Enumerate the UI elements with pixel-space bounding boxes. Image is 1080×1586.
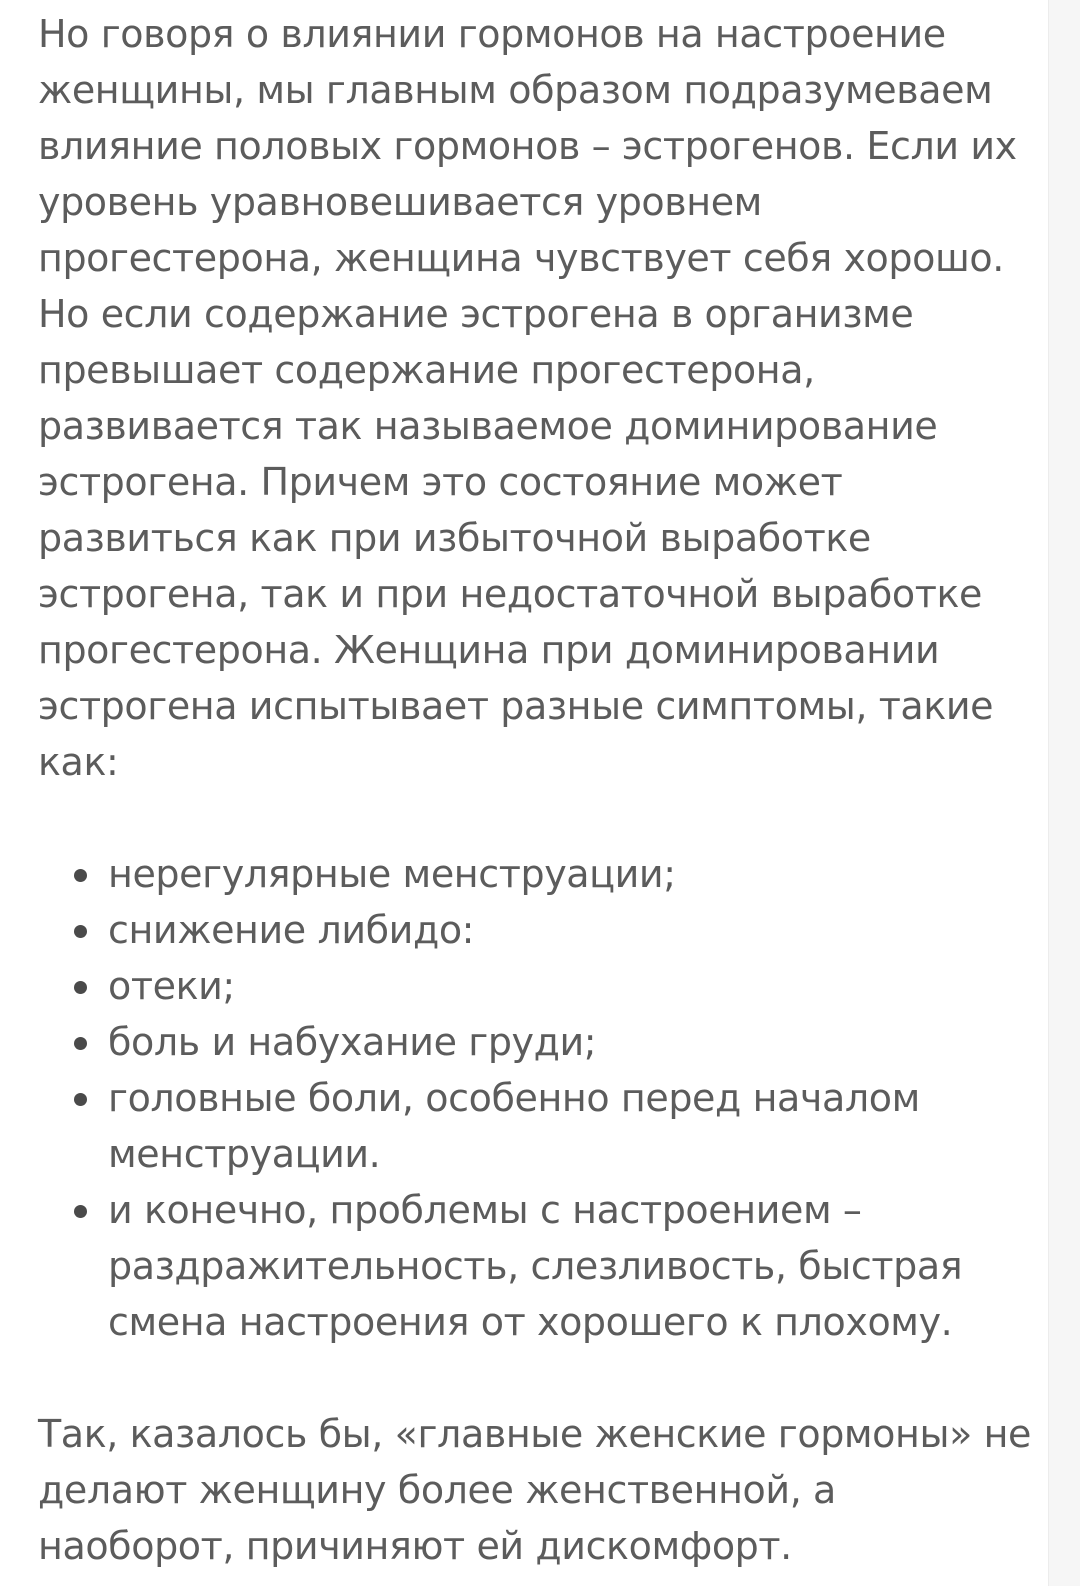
- list-item-text: и конечно, проблемы с настроением – раздражительность, слезливость, быстрая смена настроения от хорошего к плохому.: [108, 1188, 963, 1344]
- bullet-icon: [74, 869, 87, 882]
- list-item: [108, 1070, 1038, 1182]
- list-item-text: нерегулярные менструации;: [108, 852, 676, 896]
- bullet-icon: [74, 1037, 87, 1050]
- list-item: [108, 1014, 1038, 1070]
- symptoms-list: [38, 846, 1038, 1350]
- list-item: [108, 846, 1038, 902]
- article-body: [38, 6, 1038, 1574]
- bullet-icon: [74, 925, 87, 938]
- article-paragraph: Так, казалось бы, «главные женские гормоны» не делают женщину более женственной, а наоборот, причиняют ей дискомфорт.: [38, 1412, 1032, 1568]
- list-item-text: отеки;: [108, 964, 235, 1008]
- list-item: [108, 958, 1038, 1014]
- bullet-icon: [74, 981, 87, 994]
- list-item: [108, 1182, 1038, 1350]
- bullet-icon: [74, 1205, 87, 1218]
- article-paragraph: Но говоря о влиянии гормонов на настроение женщины, мы главным образом подразумеваем влияние половых гормонов – эстрогенов. Если их уровень уравновешивается уровнем прогестерона, женщина чувствует себя хорошо. Но если содержание эстрогена в организме превышает содержание прогестерона, развивается так называемое доминирование эстрогена. Причем это состояние может развиться как при избыточной выработке эстрогена, так и при недостаточной выработке прогестерона. Женщина при доминировании эстрогена испытывает разные симптомы, такие как:: [38, 12, 1017, 784]
- list-item: [108, 902, 1038, 958]
- list-item-text: снижение либидо:: [108, 908, 475, 952]
- page-gutter: [1048, 0, 1080, 1586]
- list-item-text: головные боли, особенно перед началом менструации.: [108, 1076, 920, 1176]
- bullet-icon: [74, 1093, 87, 1106]
- list-item-text: боль и набухание груди;: [108, 1020, 597, 1064]
